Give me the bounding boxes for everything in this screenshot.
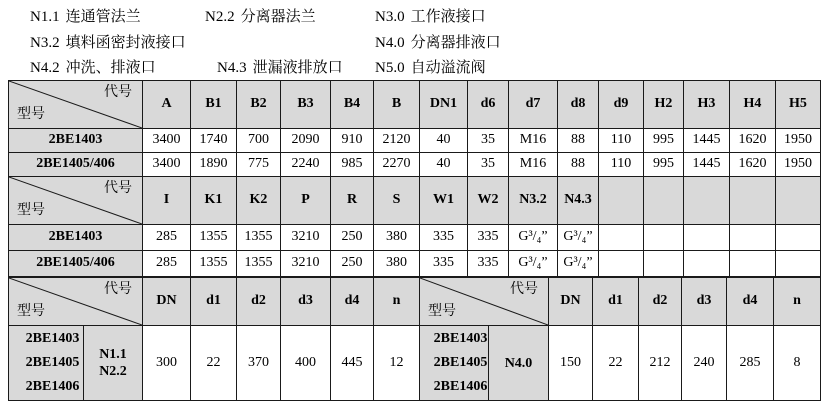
value-cell: 8: [774, 326, 821, 401]
value-cell: 1445: [684, 129, 730, 153]
legend-code: N4.0: [375, 35, 405, 51]
value-cell: 35: [468, 129, 509, 153]
value-cell: 2090: [281, 129, 331, 153]
value-cell: 775: [237, 153, 281, 177]
dimension-table-upper: [8, 80, 821, 277]
value-cell: 335: [468, 251, 509, 277]
value-cell: 380: [374, 251, 420, 277]
value-cell: 3400: [143, 153, 191, 177]
legend-label: 工作液接口: [410, 9, 486, 25]
value-cell: 335: [420, 251, 468, 277]
diagonal-bottom-label: 型号: [17, 106, 45, 122]
legend-item: [375, 5, 486, 26]
value-cell: 1355: [237, 251, 281, 277]
column-header: d2: [639, 278, 682, 326]
table-row: [9, 153, 821, 177]
value-cell: 250: [331, 251, 374, 277]
value-cell: 88: [558, 129, 599, 153]
table3-header-row: [9, 278, 821, 326]
legend-label: 分离器排液口: [410, 35, 501, 51]
value-cell: 285: [727, 326, 774, 401]
value-cell: 212: [639, 326, 682, 401]
port-code-cell: [489, 326, 549, 401]
value-cell: 2270: [374, 153, 420, 177]
legend-label: 分离器法兰: [240, 9, 316, 25]
value-cell: 2240: [281, 153, 331, 177]
legend-code: N2.2: [205, 9, 235, 25]
column-header: [730, 177, 776, 225]
legend-item: [205, 5, 316, 26]
value-cell: [684, 225, 730, 251]
value-cell: [730, 251, 776, 277]
model-cell: 2BE1405/406: [9, 153, 143, 177]
port-code: N4.0: [504, 355, 533, 371]
column-header: d4: [331, 278, 374, 326]
model-name: 2BE1403: [433, 331, 488, 346]
value-cell: 700: [237, 129, 281, 153]
value-cell: 1355: [237, 225, 281, 251]
column-header: N4.3: [558, 177, 599, 225]
value-cell: G³/₄”: [509, 225, 558, 251]
legend-code: N4.2: [30, 60, 60, 76]
value-cell: 3210: [281, 251, 331, 277]
column-header: d7: [509, 81, 558, 129]
diagonal-header-cell: [9, 81, 143, 129]
legend-item: [217, 56, 343, 77]
value-cell: 40: [420, 129, 468, 153]
column-header: H5: [776, 81, 821, 129]
legend-item: [375, 56, 486, 77]
column-header: [776, 177, 821, 225]
value-cell: G³/₄”: [509, 251, 558, 277]
value-cell: [730, 225, 776, 251]
legend-code: N3.2: [30, 35, 60, 51]
value-cell: 1355: [191, 225, 237, 251]
column-header: DN: [549, 278, 593, 326]
legend-code: N1.1: [30, 9, 60, 25]
column-header: DN1: [420, 81, 468, 129]
diagonal-top-label: 代号: [104, 85, 132, 100]
column-header: d9: [599, 81, 644, 129]
model-cell: 2BE1405/406: [9, 251, 143, 277]
value-cell: 150: [549, 326, 593, 401]
legend: [0, 0, 825, 80]
model-cell: 2BE1403: [9, 129, 143, 153]
legend-label: 连通管法兰: [65, 9, 141, 25]
column-header: S: [374, 177, 420, 225]
model-name: 2BE1403: [25, 331, 80, 346]
value-cell: 985: [331, 153, 374, 177]
legend-label: 填料函密封液接口: [65, 35, 186, 51]
column-header: B2: [237, 81, 281, 129]
column-header: [684, 177, 730, 225]
column-header: K2: [237, 177, 281, 225]
column-header: K1: [191, 177, 237, 225]
value-cell: 995: [644, 129, 684, 153]
table2-header-row: [9, 177, 821, 225]
value-cell: 240: [682, 326, 727, 401]
column-header: [599, 177, 644, 225]
column-header: P: [281, 177, 331, 225]
legend-label: 自动溢流阀: [410, 60, 486, 76]
value-cell: 1355: [191, 251, 237, 277]
value-cell: 22: [191, 326, 237, 401]
model-name: 2BE1406: [433, 379, 488, 394]
legend-item: [30, 56, 156, 77]
column-header: H2: [644, 81, 684, 129]
legend-item: [30, 5, 141, 26]
column-header: DN: [143, 278, 191, 326]
value-cell: 370: [237, 326, 281, 401]
diagonal-top-label: 代号: [510, 282, 538, 297]
legend-label: 冲洗、排液口: [65, 60, 156, 76]
diagonal-bottom-label: 型号: [17, 202, 45, 218]
diagonal-bottom-label: 型号: [17, 303, 45, 319]
value-cell: 910: [331, 129, 374, 153]
value-cell: 88: [558, 153, 599, 177]
value-cell: 300: [143, 326, 191, 401]
column-header: I: [143, 177, 191, 225]
model-name: 2BE1405: [25, 355, 80, 370]
diagonal-header-cell: [420, 278, 549, 326]
column-header: d1: [191, 278, 237, 326]
value-cell: [644, 225, 684, 251]
column-header: d8: [558, 81, 599, 129]
column-header: [644, 177, 684, 225]
value-cell: 335: [468, 225, 509, 251]
flange-table-lower: [8, 277, 821, 401]
value-cell: [644, 251, 684, 277]
value-cell: 1950: [776, 153, 821, 177]
value-cell: 1445: [684, 153, 730, 177]
value-cell: 40: [420, 153, 468, 177]
table-row: [9, 251, 821, 277]
value-cell: 1740: [191, 129, 237, 153]
column-header: d1: [593, 278, 639, 326]
legend-code: N4.3: [217, 60, 247, 76]
value-cell: [776, 225, 821, 251]
value-cell: 285: [143, 225, 191, 251]
diagonal-bottom-label: 型号: [428, 303, 456, 319]
value-cell: M16: [509, 129, 558, 153]
value-cell: 110: [599, 153, 644, 177]
value-cell: 995: [644, 153, 684, 177]
column-header: R: [331, 177, 374, 225]
value-cell: 1620: [730, 153, 776, 177]
diagonal-header-cell: [9, 177, 143, 225]
column-header: d3: [281, 278, 331, 326]
table-row: [9, 129, 821, 153]
value-cell: M16: [509, 153, 558, 177]
value-cell: G³/₄”: [558, 225, 599, 251]
value-cell: 22: [593, 326, 639, 401]
value-cell: 445: [331, 326, 374, 401]
model-cell: 2BE1403: [9, 225, 143, 251]
value-cell: 35: [468, 153, 509, 177]
column-header: B3: [281, 81, 331, 129]
column-header: n: [374, 278, 420, 326]
value-cell: [599, 225, 644, 251]
port-code: N2.2: [99, 364, 127, 379]
column-header: n: [774, 278, 821, 326]
value-cell: [599, 251, 644, 277]
value-cell: 1620: [730, 129, 776, 153]
diagonal-top-label: 代号: [104, 282, 132, 297]
value-cell: G³/₄”: [558, 251, 599, 277]
value-cell: 3400: [143, 129, 191, 153]
legend-item: [30, 31, 186, 52]
port-code: N1.1: [99, 347, 127, 362]
value-cell: 1890: [191, 153, 237, 177]
table1-header-row: [9, 81, 821, 129]
value-cell: 250: [331, 225, 374, 251]
value-cell: 400: [281, 326, 331, 401]
column-header: H4: [730, 81, 776, 129]
model-name: 2BE1405: [433, 355, 488, 370]
value-cell: 335: [420, 225, 468, 251]
column-header: B4: [331, 81, 374, 129]
model-list-cell: [420, 326, 489, 401]
column-header: B: [374, 81, 420, 129]
legend-item: [375, 31, 501, 52]
column-header: d3: [682, 278, 727, 326]
table-row: [9, 326, 821, 401]
diagonal-top-label: 代号: [104, 181, 132, 196]
column-header: d4: [727, 278, 774, 326]
value-cell: [684, 251, 730, 277]
model-name: 2BE1406: [25, 379, 80, 394]
column-header: B1: [191, 81, 237, 129]
value-cell: 2120: [374, 129, 420, 153]
column-header: W2: [468, 177, 509, 225]
column-header: H3: [684, 81, 730, 129]
legend-label: 泄漏液排放口: [252, 60, 343, 76]
diagonal-header-cell: [9, 278, 143, 326]
value-cell: 380: [374, 225, 420, 251]
value-cell: 3210: [281, 225, 331, 251]
value-cell: 110: [599, 129, 644, 153]
model-list-cell: [9, 326, 84, 401]
column-header: d6: [468, 81, 509, 129]
column-header: d2: [237, 278, 281, 326]
legend-code: N3.0: [375, 9, 405, 25]
value-cell: 1950: [776, 129, 821, 153]
value-cell: [776, 251, 821, 277]
column-header: W1: [420, 177, 468, 225]
column-header: N3.2: [509, 177, 558, 225]
port-code-cell: [84, 326, 143, 401]
value-cell: 12: [374, 326, 420, 401]
column-header: A: [143, 81, 191, 129]
value-cell: 285: [143, 251, 191, 277]
table-row: [9, 225, 821, 251]
legend-code: N5.0: [375, 60, 405, 76]
